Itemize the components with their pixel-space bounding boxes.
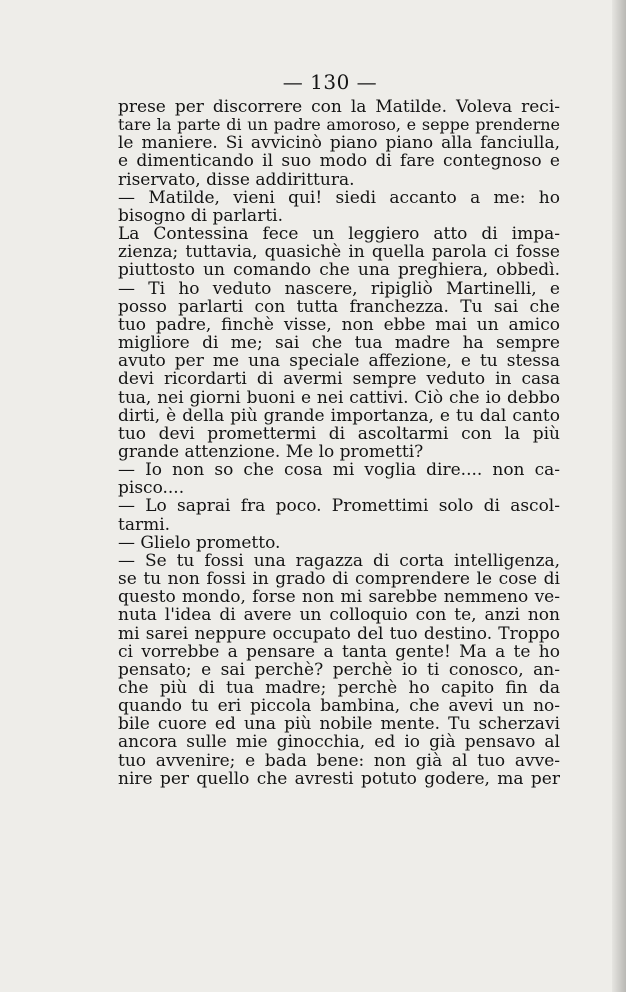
text-line: tuo padre, finchè visse, non ebbe mai un amico [118, 314, 560, 335]
text-line: nire per quello che avresti potuto godere, ma per [118, 768, 560, 789]
text-line: tarmi. [118, 514, 171, 535]
text-line: riservato, disse addirittura. [118, 169, 355, 190]
text-line: e dimenticando il suo modo di fare contegnoso e [118, 151, 560, 172]
text-line: le maniere. Si avvicinò piano piano alla fanciulla, [118, 133, 560, 154]
text-line: bisogno di parlarti. [118, 205, 283, 226]
text-line: grande attenzione. Me lo prometti? [118, 441, 424, 462]
text-line: La Contessina fece un leggiero atto di impa- [118, 224, 560, 245]
text-line: — Glielo prometto. [118, 532, 281, 553]
text-line: bile cuore ed una più nobile mente. Tu scherzavi [118, 714, 560, 735]
text-line: mi sarei neppure occupato del tuo destino. Troppo [118, 623, 560, 644]
page-number: — 130 — [282, 70, 378, 94]
text-line: dirti, è della più grande importanza, e tu dal canto [118, 405, 560, 426]
text-line: devi ricordarti di avermi sempre veduto in casa [118, 369, 560, 390]
text-line: piuttosto un comando che una preghiera, obbedì. [118, 260, 560, 281]
page-edge-shadow [612, 0, 626, 992]
text-line: se tu non fossi in grado di comprendere le cose di [118, 569, 560, 590]
text-line: zienza; tuttavia, quasichè in quella parola ci fosse [118, 242, 560, 263]
text-line: posso parlarti con tutta franchezza. Tu sai che [118, 296, 560, 317]
text-line: avuto per me una speciale affezione, e tu stessa [118, 351, 560, 372]
text-line: tare la parte di un padre amoroso, e seppe prenderne [118, 115, 560, 135]
text-line: migliore di me; sai che tua madre ha sempre [118, 333, 560, 354]
text-line: prese per discorrere con la Matilde. Voleva reci- [118, 97, 560, 117]
text-line: che più di tua madre; perchè ho capito fin da [118, 678, 560, 698]
text-line: ancora sulle mie ginocchia, ed io già pensavo al [118, 732, 560, 753]
text-line: pisco.... [118, 478, 185, 499]
text-line: questo mondo, forse non mi sarebbe nemmeno ve- [118, 587, 560, 608]
text-line: tua, nei giorni buoni e nei cattivi. Ciò che io debbo [118, 387, 560, 408]
text-line: nuta l'idea di avere un colloquio con te, anzi non [118, 605, 560, 626]
body-text [118, 98, 560, 788]
text-line: ci vorrebbe a pensare a tanta gente! Ma a te ho [118, 641, 560, 662]
text-line: pensato; e sai perchè? perchè io ti conosco, an- [118, 659, 560, 680]
text-line: — Io non so che cosa mi voglia dire.... non ca- [118, 460, 560, 481]
text-line: tuo avvenire; e bada bene: non già al tuo avve- [118, 750, 560, 771]
text-line: — Matilde, vieni qui! siedi accanto a me: ho [118, 187, 560, 208]
text-line: quando tu eri piccola bambina, che avevi un no- [118, 696, 560, 717]
text-line: — Se tu fossi una ragazza di corta intelligenza, [118, 550, 560, 571]
text-line: — Ti ho veduto nascere, ripigliò Martinelli, e [118, 278, 560, 299]
text-line: tuo devi promettermi di ascoltarmi con la più [118, 423, 560, 444]
text-line: — Lo saprai fra poco. Promettimi solo di ascol- [118, 496, 560, 517]
